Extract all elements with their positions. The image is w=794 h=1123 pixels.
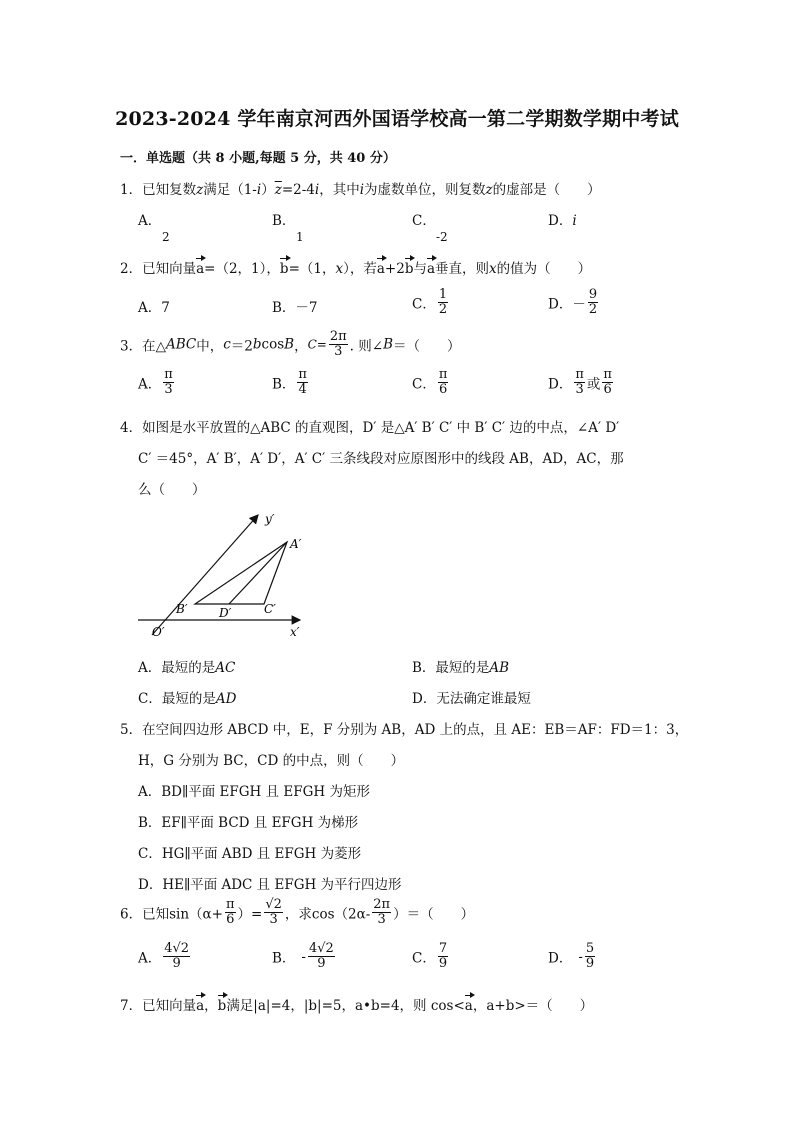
- question-5-line-2: H，G 分别为 BC，CD 的中点，则（ ）: [138, 753, 405, 769]
- question-5-line-1: 5．在空间四边形 ABCD 中，E，F 分别为 AB，AD 上的点，且 AE：EB＝AF：FD＝1：3，: [120, 722, 689, 738]
- q5-option-d[interactable]: D．HE∥平面 ADC 且 EFGH 为平行四边形: [138, 877, 402, 893]
- question-3: 3．在△ABC中，c＝2bcosB，C= $\frac{2\pi}{3}$ . 则∠B＝（ ）: [120, 329, 461, 359]
- q3-option-b[interactable]: B． $\frac{\pi}{4}$: [272, 367, 307, 397]
- q6-option-d[interactable]: D． - $\frac{5}{9}$: [548, 941, 595, 971]
- q5-option-c[interactable]: C．HG∥平面 ABD 且 EFGH 为菱形: [138, 846, 362, 862]
- q4-option-a[interactable]: A．最短的是AC: [138, 660, 236, 676]
- y-axis-label: y′: [265, 512, 275, 526]
- segment-ad: [229, 542, 287, 604]
- q5-option-a[interactable]: A．BD∥平面 EFGH 且 EFGH 为矩形: [138, 784, 370, 800]
- q2-option-b[interactable]: B．－7: [272, 300, 318, 316]
- q1-option-b[interactable]: B． 1: [272, 213, 304, 244]
- q4-option-b[interactable]: B．最短的是AB: [412, 660, 510, 676]
- q6-option-b[interactable]: B． - $\frac{4√2}{9}$: [272, 941, 334, 971]
- oblique-projection-figure: [130, 505, 320, 645]
- question-2: 2．已知向量a=（2，1），b=（1，x），若a+2b与a垂直，则x的值为（ ）: [120, 261, 592, 277]
- q2-option-c[interactable]: C． $\frac{1}{2}$: [412, 287, 448, 317]
- q3-option-c[interactable]: C． $\frac{\pi}{6}$: [412, 367, 448, 397]
- section-heading: 一．单选题（共 8 小题,每题 5 分，共 40 分）: [120, 151, 396, 166]
- x-axis-label: x′: [290, 625, 300, 639]
- triangle-abc: [195, 542, 287, 604]
- q2-option-a[interactable]: A．7: [138, 300, 170, 316]
- question-1: 1．已知复数z满足$(1-i)\overline{z}=2-4i$，其中i为虚数单位，则复数z的虚部是（ ）: [120, 182, 601, 198]
- q1-option-c[interactable]: C． -2: [412, 213, 448, 244]
- q2-option-d[interactable]: D．－ $\frac{9}{2}$: [548, 287, 598, 317]
- q1-option-a[interactable]: A． 2: [138, 213, 170, 244]
- q4-option-c[interactable]: C．最短的是AD: [138, 691, 237, 707]
- origin-label: O′: [152, 625, 165, 639]
- point-a-label: A′: [290, 537, 302, 551]
- q6-option-c[interactable]: C． $\frac{7}{9}$: [412, 941, 448, 971]
- q1-option-d[interactable]: D．i: [548, 213, 577, 229]
- question-4-line-2: C′ ＝45°，A′ B′，A′ D′，A′ C′ 三条线段对应原图形中的线段 AB，AD，AC，那: [138, 451, 624, 467]
- q4-option-d[interactable]: D．无法确定谁最短: [412, 691, 531, 707]
- page-title: 2023-2024 学年南京河西外国语学校高一第二学期数学期中考试: [115, 108, 679, 130]
- question-4-line-1: 4．如图是水平放置的△ABC 的直观图，D′ 是△A′ B′ C′ 中 B′ C′ 边的中点，∠A′ D′: [120, 420, 620, 436]
- question-7: 7．已知向量a，b满足|a|=4，|b|=5，a•b=4，则 cos<a，a+b>＝（ ）: [120, 998, 594, 1014]
- q3-option-d[interactable]: D． $\frac{\pi}{3}$ 或 $\frac{\pi}{6}$: [548, 367, 612, 397]
- q3-option-a[interactable]: A． $\frac{\pi}{3}$: [138, 367, 173, 397]
- y-axis: [152, 515, 258, 635]
- q5-option-b[interactable]: B．EF∥平面 BCD 且 EFGH 为梯形: [138, 815, 359, 831]
- question-4-line-3: 么（ ）: [138, 482, 206, 498]
- question-6: 6．已知sin（α+ $\frac{\pi}{6}$ ）= $\frac{√2}{3}$ ，求cos（2α- $\frac{2\pi}{3}$ ）＝（ ）: [120, 897, 475, 927]
- point-d-label: D′: [219, 606, 232, 620]
- point-b-label: B′: [176, 602, 188, 616]
- q6-option-a[interactable]: A． $\frac{4√2}{9}$: [138, 941, 190, 971]
- point-c-label: C′: [264, 602, 276, 616]
